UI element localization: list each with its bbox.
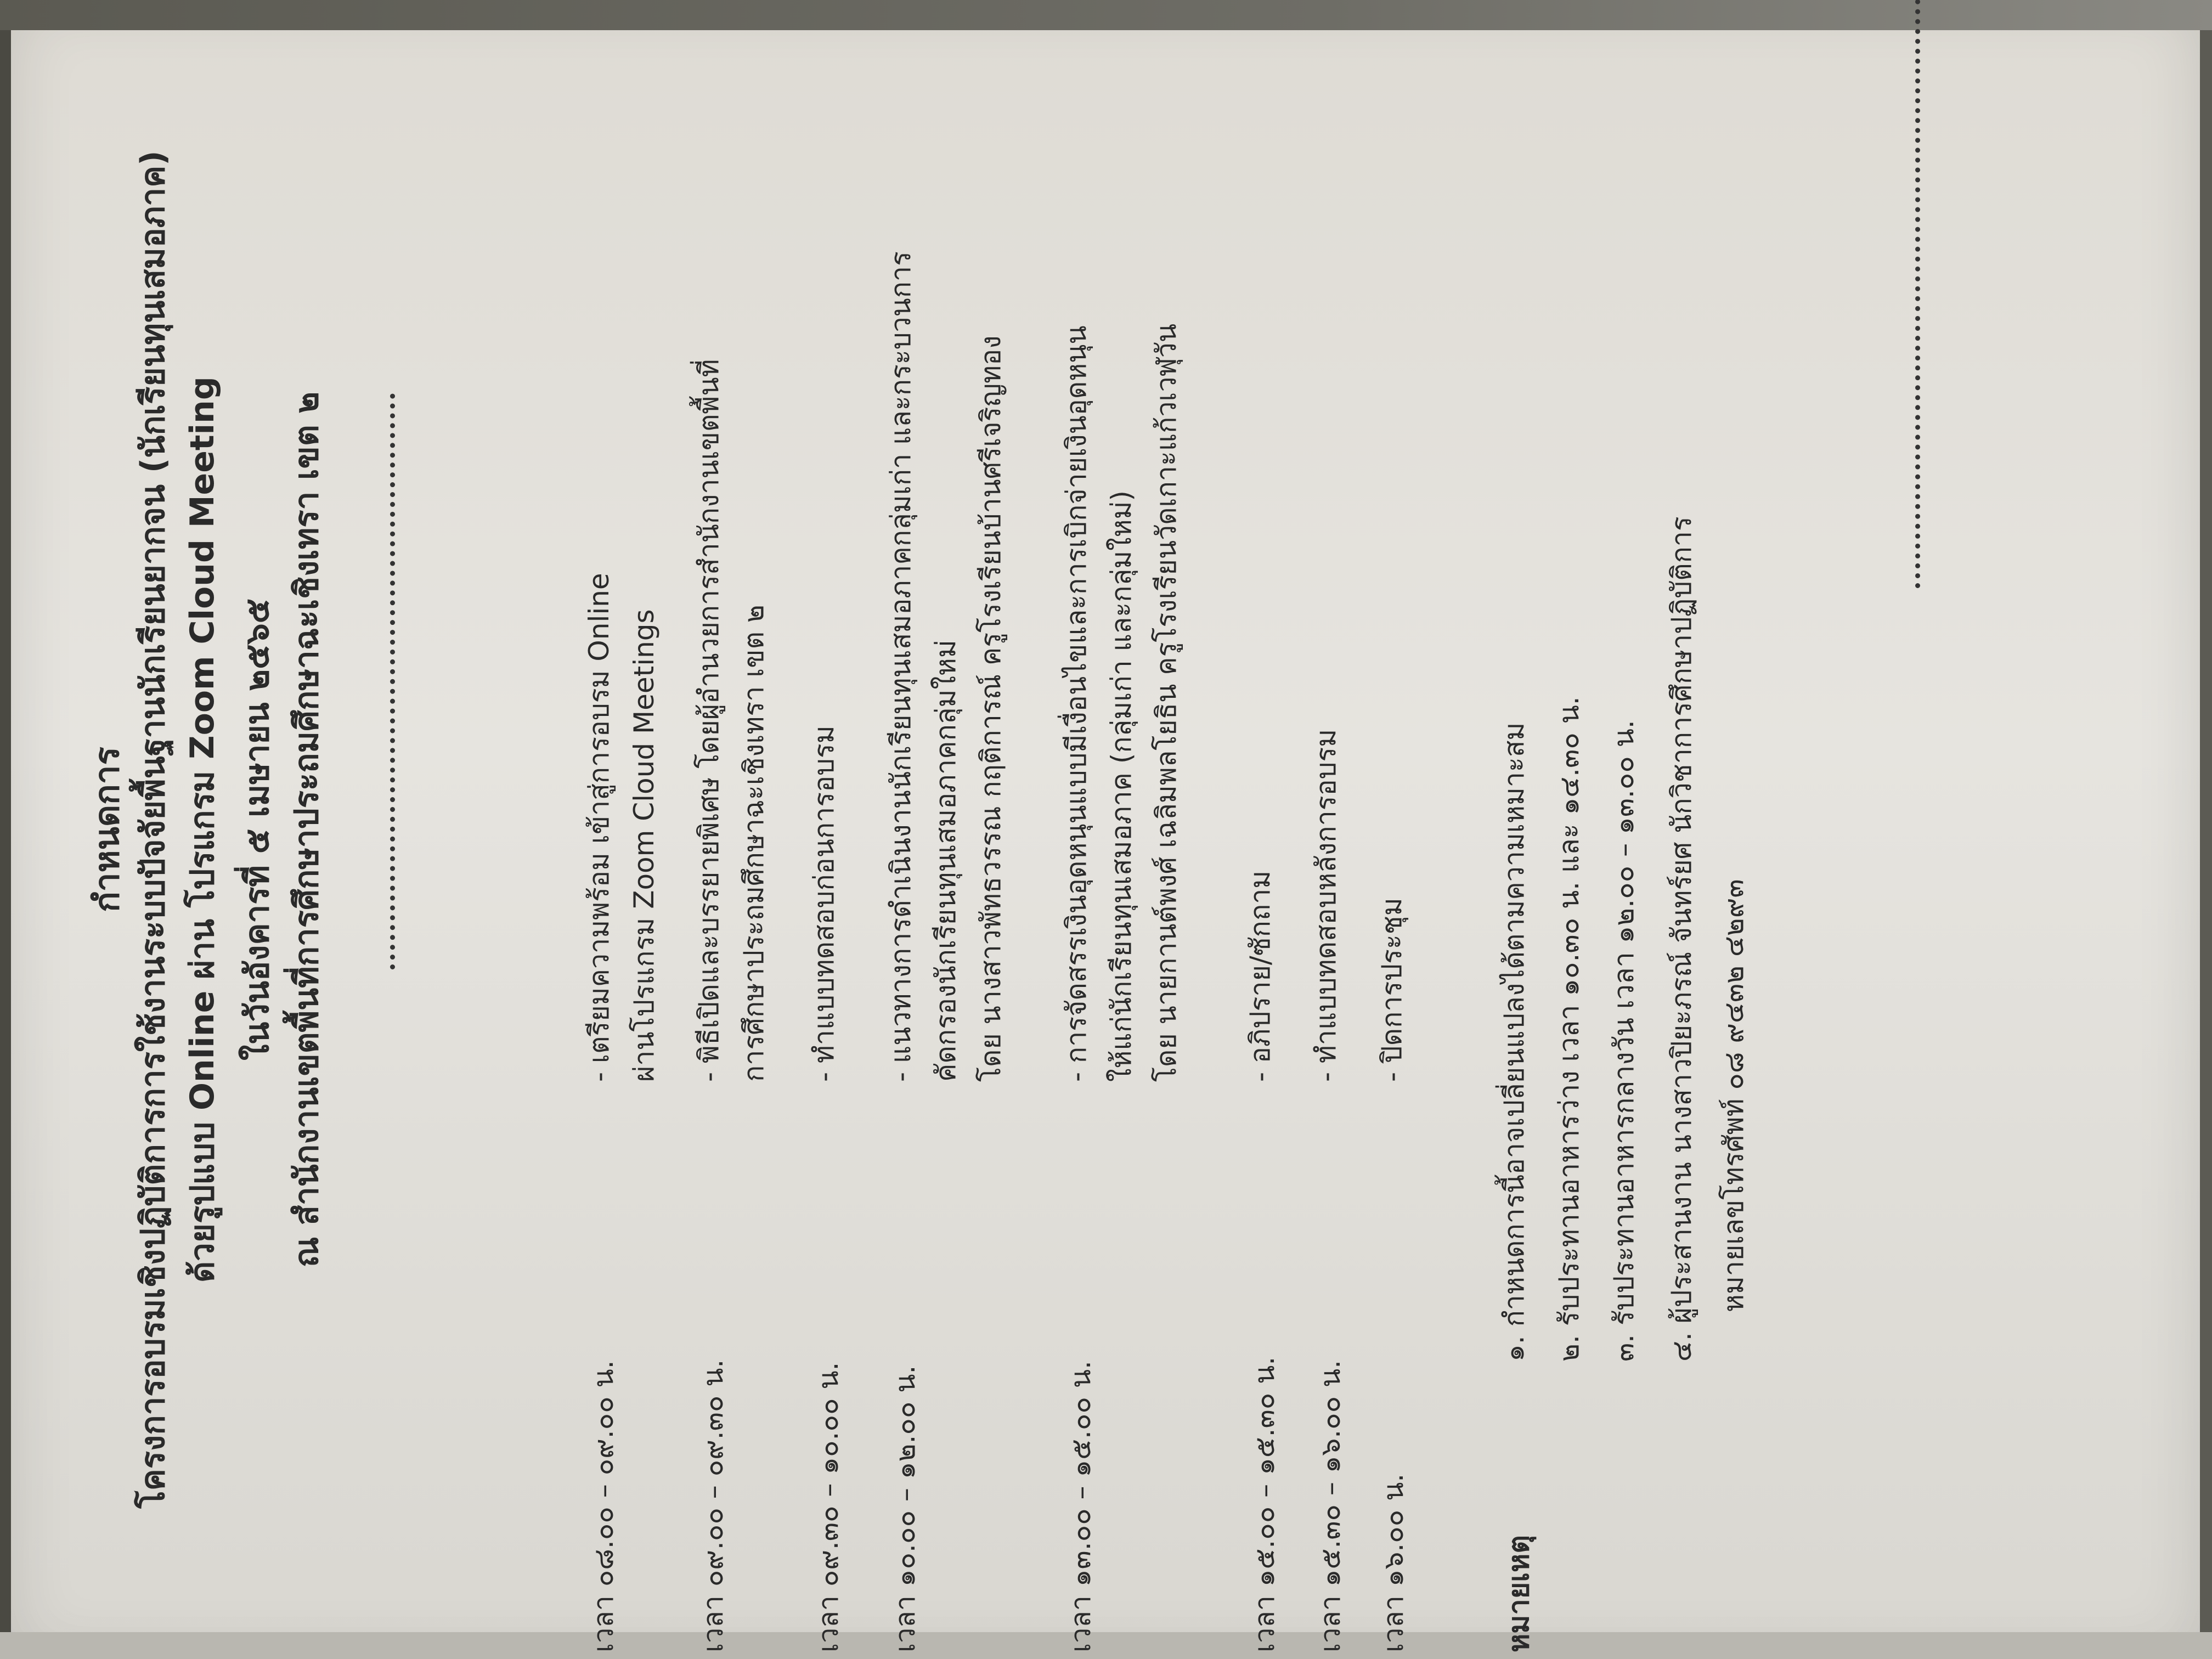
notes-label: หมายเหตุ: [1503, 1534, 1536, 1652]
schedule-line: - แนวทางการดำเนินงานนักเรียนทุนเสมอภาคกลุ่มเก่า และกระบวนการ: [885, 251, 917, 1082]
schedule-line: ให้แก่นักเรียนทุนเสมอภาค (กลุ่มเก่า และกลุ่มใหม่): [1105, 490, 1137, 1082]
dotted-divider-bottom: [1915, 0, 1920, 588]
schedule-time: เวลา ๐๙.๓๐ – ๑๐.๐๐ น.: [812, 1362, 844, 1652]
schedule-line: โดย นางสาวพัทธวรรณ กฤติการณ์ ครูโรงเรียนบ้านศรีเจริญทอง: [975, 335, 1007, 1082]
schedule-description: [1238, 871, 1283, 1082]
schedule-time: เวลา ๐๙.๐๐ – ๐๙.๓๐ น.: [697, 1359, 729, 1652]
document-title: กำหนดการ: [87, 747, 127, 912]
schedule-time: เวลา ๑๕.๐๐ – ๑๕.๓๐ น.: [1249, 1356, 1280, 1652]
venue-line: ณ สำนักงานเขตพื้นที่การศึกษาประถมศึกษาฉะเชิงเทรา เขต ๒: [287, 391, 326, 1268]
schedule-line: - ทำแบบทดสอบก่อนการอบรม: [808, 725, 840, 1082]
schedule-description: [1054, 324, 1189, 1082]
schedule-time: เวลา ๑๕.๓๐ – ๑๖.๐๐ น.: [1314, 1359, 1346, 1652]
schedule-description: [1304, 729, 1348, 1082]
document-page: [12, 7, 2200, 1652]
schedule-line: - ทำแบบทดสอบหลังการอบรม: [1310, 729, 1342, 1082]
schedule-line: - การจัดสรรเงินอุดหนุนแบบมีเงื่อนไขและการเบิกจ่ายเงินอุดหนุน: [1060, 325, 1092, 1082]
date-line: ในวันอังคารที่ ๕ เมษายน ๒๕๖๕: [238, 599, 276, 1060]
schedule-line: - อภิปราย/ซักถาม: [1244, 870, 1276, 1082]
schedule-description: [577, 573, 667, 1082]
schedule-line: - เตรียมความพร้อม เข้าสู่การอบรม Online: [583, 573, 615, 1082]
format-line: ด้วยรูปแบบ Online ผ่าน โปรแกรม Zoom Cloud Meeting: [183, 376, 222, 1283]
schedule-time: เวลา ๐๘.๐๐ – ๐๙.๐๐ น.: [588, 1360, 619, 1652]
note-item: ๒. รับประทานอาหารว่าง เวลา ๑๐.๓๐ น. และ ๑๔.๓๐ น.: [1553, 696, 1585, 1362]
schedule-description: [686, 359, 776, 1082]
schedule-line: โดย นายกานต์พงศ์ เฉลิมพลโยธิน ครูโรงเรียนวัดเกาะแก้วเวฬุวัน: [1150, 323, 1182, 1082]
note-item: ๔. ผู้ประสานงาน นางสาวปิยะภรณ์ จันทร์ยศ นักวิชาการศึกษาปฏิบัติการ: [1666, 516, 1697, 1362]
schedule-time: เวลา ๑๖.๐๐ น.: [1378, 1473, 1409, 1652]
schedule-time: เวลา ๑๐.๐๐ – ๑๒.๐๐ น.: [889, 1365, 921, 1652]
schedule-description: [878, 251, 1013, 1082]
project-title: โครงการอบรมเชิงปฏิบัติการการใช้งานระบบปัจจัยพื้นฐานนักเรียนยากจน (นักเรียนทุนเสมอภาค): [134, 150, 172, 1509]
note-item: หมายเลขโทรศัพท์ ๐๘ ๙๔๓๒ ๔๒๙๓: [1718, 879, 1750, 1312]
schedule-time: เวลา ๑๓.๐๐ – ๑๕.๐๐ น.: [1065, 1361, 1097, 1652]
schedule-description: [802, 725, 847, 1082]
schedule-description: [1369, 898, 1414, 1082]
schedule-line: การศึกษาประถมศึกษาฉะเชิงเทรา เขต ๒: [738, 605, 770, 1082]
schedule-line: คัดกรองนักเรียนทุนเสมอภาคกลุ่มใหม่: [930, 640, 962, 1082]
schedule-line: - พิธีเปิดและบรรยายพิเศษ โดยผู้อำนวยการสำนักงานเขตพื้นที่: [693, 359, 725, 1082]
note-item: ๑. กำหนดการนี้อาจเปลี่ยนแปลงได้ตามความเหมาะสม: [1498, 722, 1530, 1362]
schedule-line: - ปิดการประชุม: [1376, 898, 1408, 1082]
dotted-divider: [390, 393, 395, 969]
schedule-line: ผ่านโปรแกรม Zoom Cloud Meetings: [628, 609, 660, 1082]
note-item: ๓. รับประทานอาหารกลางวัน เวลา ๑๒.๐๐ – ๑๓.๐๐ น.: [1608, 720, 1640, 1362]
